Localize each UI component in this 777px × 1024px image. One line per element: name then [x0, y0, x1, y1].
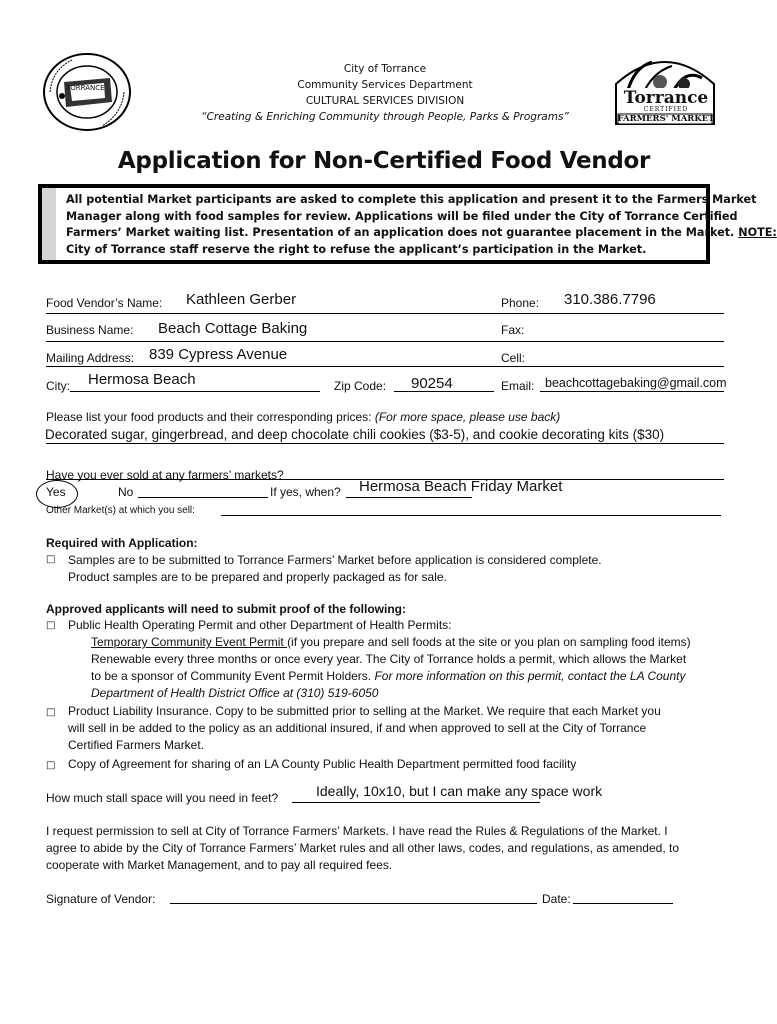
products-label: [46, 409, 560, 426]
agreement-line-3: cooperate with Market Management, and to pay all required fees.: [46, 858, 393, 872]
no-line: [138, 497, 268, 498]
required-item-1: Samples are to be submitted to Torrance Farmers’ Market before application is considered complete.: [68, 553, 602, 567]
notice-line: City of Torrance staff reserve the right to refuse the applicant’s participation in the Market.: [66, 242, 647, 256]
stall-line: [292, 802, 540, 803]
date-label: Date:: [542, 892, 571, 906]
zip-line: [394, 391, 494, 392]
logo-farmers-market: FARMERS' MARKET: [617, 114, 715, 124]
agreement-line-1: I request permission to sell at City of Torrance Farmers’ Markets. I have read the Rules & Regulations of the Market. I: [46, 824, 668, 838]
permit-info: For more information on this permit, contact the LA County: [374, 669, 686, 683]
email-value[interactable]: beachcottagebaking@gmail.com: [545, 376, 727, 390]
when-label: If yes, when?: [270, 485, 341, 499]
cell-label: Cell:: [501, 351, 526, 365]
stall-value[interactable]: Ideally, 10x10, but I can make any space work: [316, 783, 603, 799]
notice-text: [56, 188, 777, 260]
notice-line: [66, 225, 777, 242]
required-heading: Required with Application:: [46, 536, 198, 550]
header-department: Community Services Department: [297, 79, 473, 91]
no-option[interactable]: No: [118, 485, 134, 499]
phone-value[interactable]: 310.386.7796: [564, 291, 656, 308]
city-value[interactable]: Hermosa Beach: [88, 371, 196, 388]
zip-value[interactable]: 90254: [411, 375, 453, 392]
permit-line: [91, 634, 691, 651]
email-label: Email:: [501, 379, 535, 393]
checkbox-icon: □: [46, 620, 56, 631]
header-city: City of Torrance: [343, 63, 427, 75]
vendor-name-value[interactable]: Kathleen Gerber: [186, 291, 297, 308]
city-seal-icon: [42, 52, 132, 132]
permit-renewal: Renewable every three months or once every year. The City of Torrance holds a permit, which allows the Market: [91, 652, 687, 666]
logo-torrance: Torrance: [623, 88, 709, 108]
email-line: [540, 391, 724, 392]
business-name-value[interactable]: Beach Cottage Baking: [158, 320, 308, 337]
permit-contact: Department of Health District Office at (310) 519-6050: [91, 686, 379, 700]
city-label: City:: [46, 379, 70, 393]
when-line: [346, 497, 472, 498]
checkbox-icon: □: [46, 554, 56, 565]
mailing-address-label: Mailing Address:: [46, 351, 135, 365]
header-division: CULTURAL SERVICES DIVISION: [305, 95, 465, 107]
products-value[interactable]: Decorated sugar, gingerbread, and deep chocolate chili cookies ($3-5), and cookie decorating kits ($30): [45, 427, 665, 442]
phone-label: Phone:: [501, 296, 540, 310]
products-label-text: Please list your food products and their corresponding prices:: [46, 410, 375, 424]
notice-box: [38, 184, 777, 264]
approved-heading: Approved applicants will need to submit proof of the following:: [46, 602, 406, 616]
vendor-row-line: [46, 313, 724, 314]
permit-sponsor-text: to be a sponsor of Community Event Permit Holders.: [91, 669, 375, 683]
when-value[interactable]: Hermosa Beach Friday Market: [359, 478, 563, 495]
stall-label: How much stall space will you need in feet?: [46, 791, 279, 805]
checkbox-icon: □: [46, 707, 56, 718]
yes-option[interactable]: Yes: [46, 485, 66, 499]
permit-sponsor: [91, 668, 685, 685]
signature-line[interactable]: [170, 903, 537, 904]
header-tagline: “Creating & Enriching Community through People, Parks & Programs”: [201, 111, 569, 123]
products-line: [46, 443, 724, 444]
insurance-line-1: Product Liability Insurance. Copy to be submitted prior to selling at the Market. We require that each Market you: [68, 704, 661, 718]
required-item-2: Product samples are to be prepared and properly packaged as for sale.: [68, 570, 447, 584]
fax-label: Fax:: [501, 323, 525, 337]
city-line: [70, 391, 320, 392]
products-hint: (For more space, please use back): [374, 410, 561, 424]
vendor-name-label: Food Vendor’s Name:: [46, 296, 163, 310]
header-block: [175, 61, 595, 125]
notice-note: NOTE:: [738, 226, 777, 239]
insurance-line-3: Certified Farmers Market.: [68, 738, 205, 752]
permit-heading: Public Health Operating Permit and other Department of Health Permits:: [68, 618, 452, 632]
agreement-line-2: agree to abide by the City of Torrance Farmers’ Market rules and all other laws, codes, and regulations, as amended, to: [46, 841, 679, 855]
date-line[interactable]: [573, 903, 673, 904]
business-row-line: [46, 341, 724, 342]
mailing-address-value[interactable]: 839 Cypress Avenue: [149, 346, 288, 363]
zip-label: Zip Code:: [334, 379, 387, 393]
sold-question: Have you ever sold at any farmers’ markets?: [46, 468, 284, 482]
temporary-permit-link: Temporary Community Event Permit: [91, 635, 288, 649]
seal-center-text: TORRANCE: [66, 84, 105, 92]
checkbox-icon: □: [46, 760, 56, 771]
other-markets-label: Other Market(s) at which you sell:: [46, 505, 195, 516]
insurance-line-2: will sell in be added to the policy as an additional insured, if and when approved to sell at the City of Torrance: [68, 721, 647, 735]
mailing-row-line: [46, 366, 724, 367]
signature-label: Signature of Vendor:: [46, 892, 156, 906]
page-title: Application for Non-Certified Food Vendor: [117, 148, 651, 174]
notice-line: Manager along with food samples for review. Applications will be filed under the City of Torrance Certified: [66, 209, 738, 223]
notice-line: All potential Market participants are asked to complete this application and present it to the Farmers Market: [66, 193, 757, 206]
agreement-copy: Copy of Agreement for sharing of an LA County Public Health Department permitted food facility: [68, 757, 577, 771]
logo-certified: CERTIFIED: [643, 106, 689, 113]
business-name-label: Business Name:: [46, 323, 134, 337]
other-markets-line: [221, 515, 721, 516]
notice-line-part: Farmers’ Market waiting list. Presentation of an application does not guarantee placement in the Market.: [66, 226, 739, 239]
permit-line-rest: (if you prepare and sell foods at the site or you plan on sampling food items): [287, 635, 691, 649]
